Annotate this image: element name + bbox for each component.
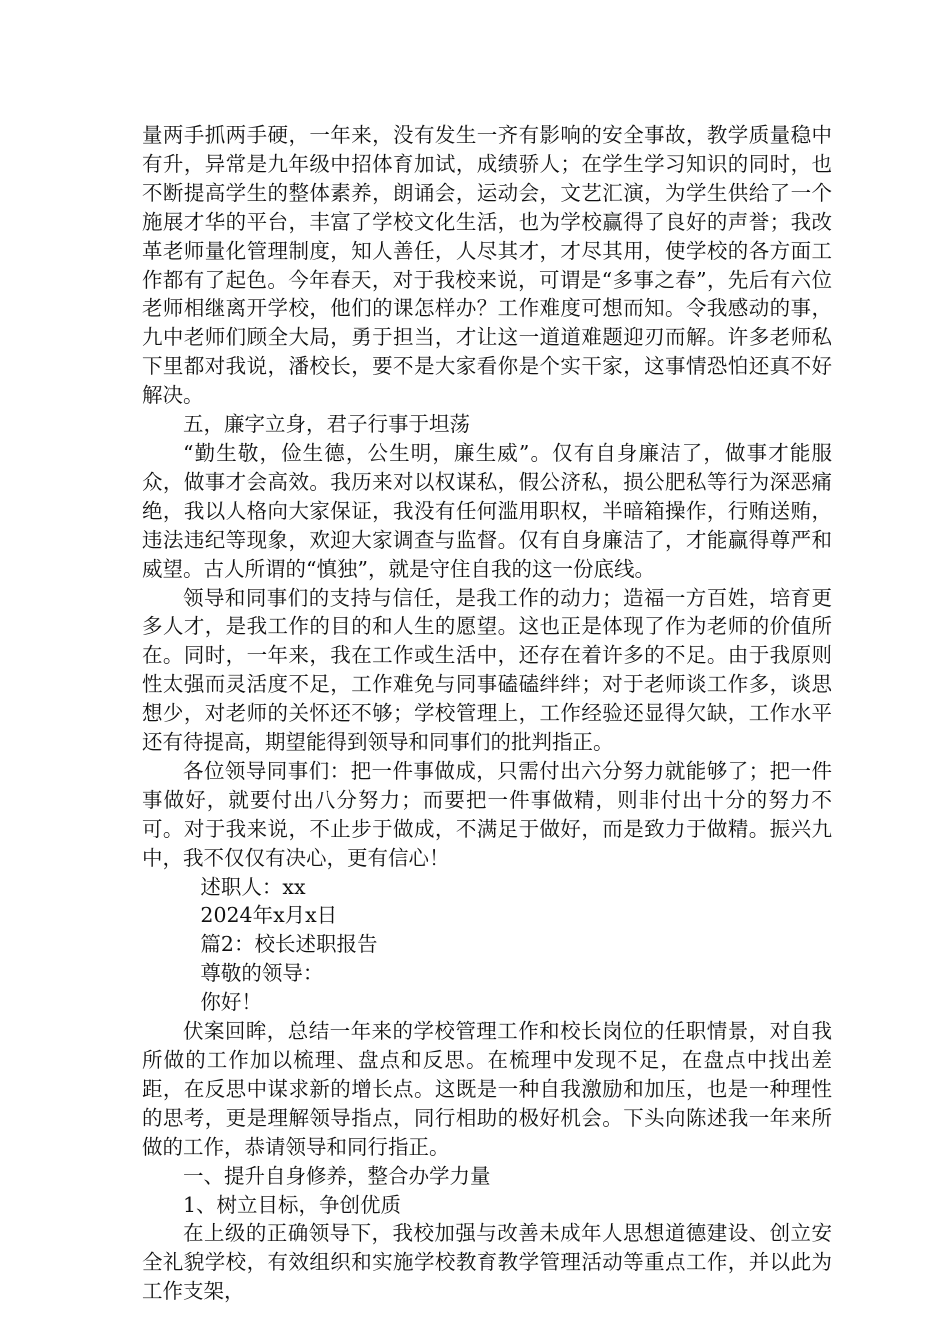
paragraph-leadership: 在上级的正确领导下，我校加强与改善未成年人思想道德建设、创立安全礼貌学校，有效组织和实施学校教育教学管理活动等重点工作，并以此为工作支架，: [142, 1221, 832, 1304]
paragraph-shortcomings: 领导和同事们的支持与信任，是我工作的动力；造福一方百姓，培育更多人才，是我工作的目的和人生的愿望。这也正是体现了作为老师的价值所在。同时，一年来，我在工作或生活中，还存在着许多的不足。由于我原则性太强而灵活度不足，工作难免与同事磕磕绊绊；对于老师谈工作多，谈思想少，对老师的关怀还不够；学校管理上，工作经验还显得欠缺，工作水平还有待提高，期望能得到领导和同事们的批判指正。: [142, 585, 832, 755]
salutation: 尊敬的领导：: [200, 961, 324, 986]
greeting: 你好！: [200, 990, 262, 1015]
paragraph-reflection: 伏案回眸，总结一年来的学校管理工作和校长岗位的任职情景，对自我所做的工作加以梳理、盘点和反思。在梳理中发现不足，在盘点中找出差距，在反思中谋求新的增长点。这既是一种自我激励和加压，也是一种理性的思考，更是理解领导指点，同行相助的极好机会。下头向陈述我一年来所做的工作，恭请领导和同行指正。: [142, 1019, 832, 1159]
date-line: 2024年x月x日: [200, 903, 338, 928]
signature-line: 述职人：xx: [200, 874, 306, 899]
paragraph-closing: 各位领导同事们：把一件事做成，只需付出六分努力就能够了；把一件事做好，就要付出八分努力；而要把一件事做精，则非付出十分的努力不可。对于我来说，不止步于做成，不满足于做好，而是致力于做精。振兴九中，我不仅仅有决心，更有信心！: [142, 758, 832, 870]
heading-self-cultivation: 一、提升自身修养，整合办学力量: [183, 1163, 491, 1188]
subheading-goals: 1、树立目标，争创优质: [183, 1192, 402, 1217]
paragraph-safety-and-spring: 量两手抓两手硬，一年来，没有发生一齐有影响的安全事故，教学质量稳中有升，异常是九年级中招体育加试，成绩骄人；在学生学习知识的同时，也不断提高学生的整体素养，朗诵会，运动会，文艺汇演，为学生供给了一个施展才华的平台，丰富了学校文化生活，也为学校赢得了良好的声誉；我改革老师量化管理制度，知人善任，人尽其才，才尽其用，使学校的各方面工作都有了起色。今年春天，对于我校来说，可谓是“多事之春”，先后有六位老师相继离开学校，他们的课怎样办？工作难度可想而知。令我感动的事，九中老师们顾全大局，勇于担当，才让这一道道难题迎刃而解。许多老师私下里都对我说，潘校长，要不是大家看你是个实干家，这事情恐怕还真不好解决。: [142, 123, 832, 408]
document-body: [142, 121, 832, 1306]
paragraph-integrity: “勤生敬，俭生德，公生明，廉生威”。仅有自身廉洁了，做事才能服众，做事才会高效。我历来对以权谋私，假公济私，损公肥私等行为深恶痛绝，我以人格向大家保证，我没有任何滥用职权，半暗箱操作，行贿送贿，违法违纪等现象，欢迎大家调查与监督。仅有自身廉洁了，才能赢得尊严和威望。古人所谓的“慎独”，就是守住自我的这一份底线。: [142, 440, 832, 581]
heading-integrity: 五，廉字立身，君子行事于坦荡: [183, 412, 470, 437]
section-title: 篇2：校长述职报告: [200, 932, 378, 957]
